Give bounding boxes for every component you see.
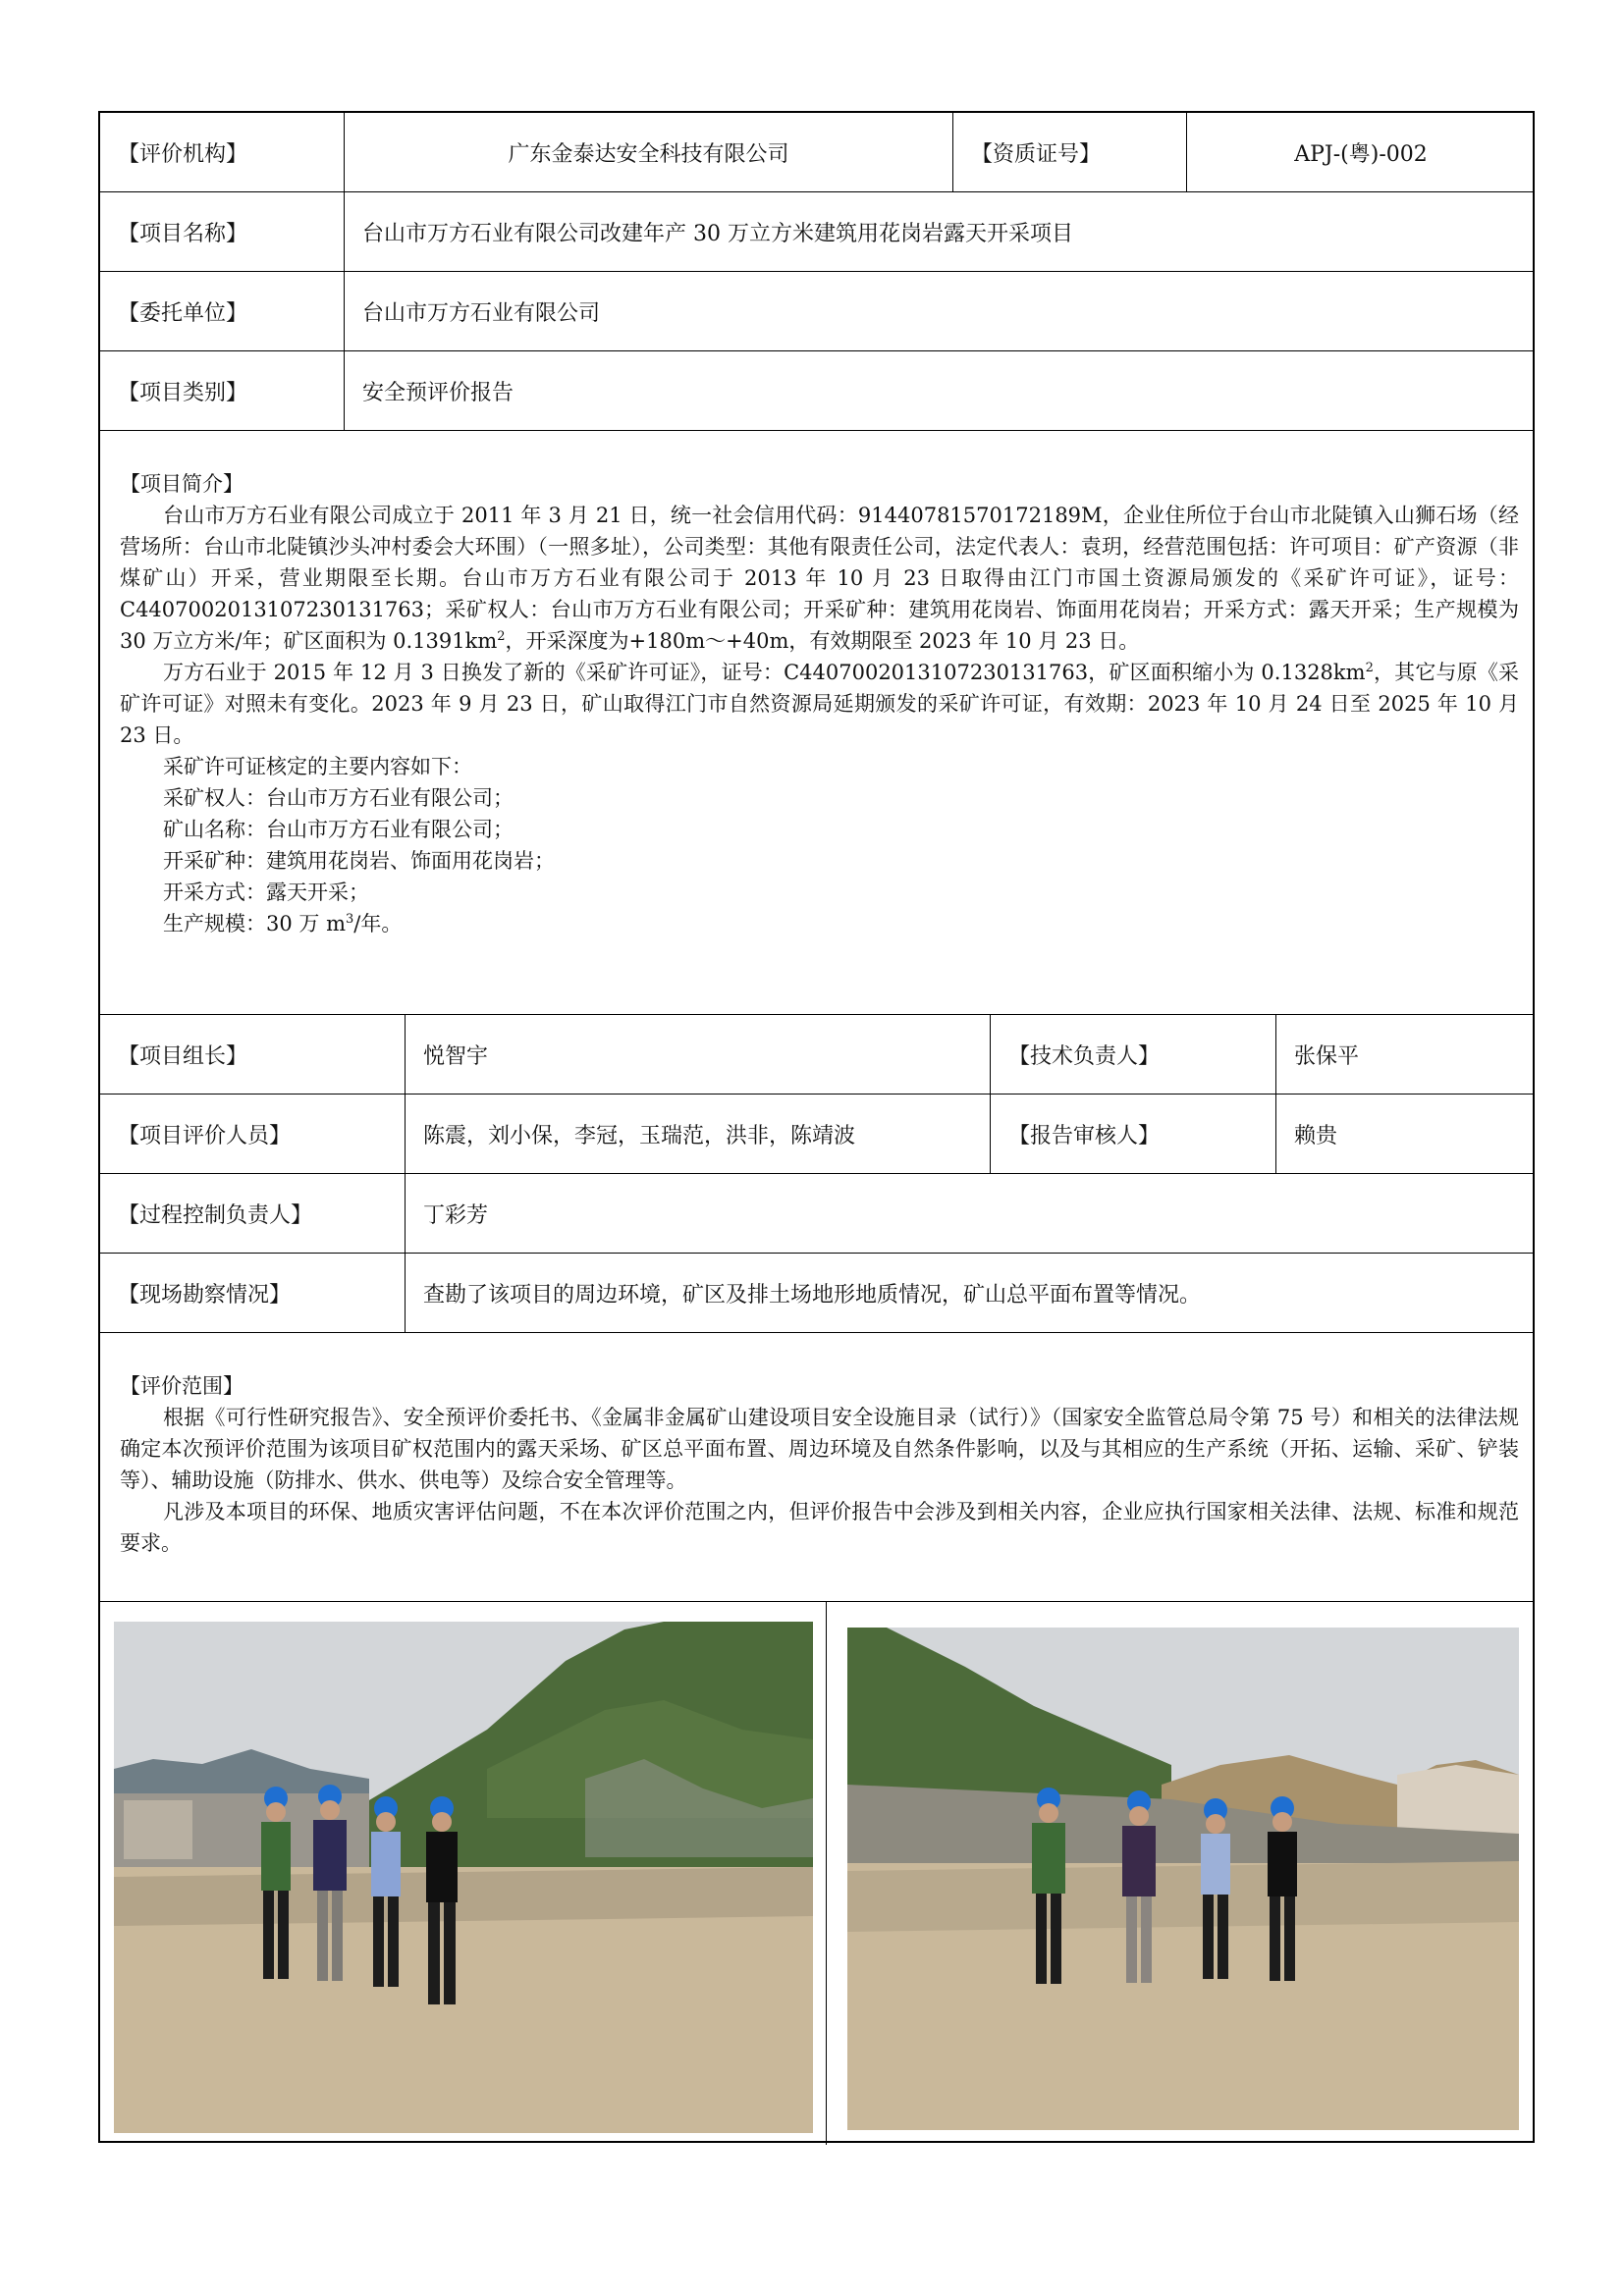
cert-label: 【资质证号】 [952,113,1186,191]
site-photo-right [847,1628,1519,2130]
row-leader [100,1015,1533,1095]
intro-item: 矿山名称：台山市万方石业有限公司； [163,818,514,841]
site-survey-value: 查勘了该项目的周边环境，矿区及排土场地形地质情况，矿山总平面布置等情况。 [405,1254,1533,1332]
intro-item-scale: 生产规模：30 万 $m^3/$年。 [163,912,403,935]
scope-paragraph-2: 凡涉及本项目的环保、地质灾害评估问题，不在本次评价范围之内，但评价报告中会涉及到相关内容，企业应执行国家相关法律、法规、标准和规范要求。 [120,1500,1519,1555]
site-survey-label: 【现场勘察情况】 [118,1282,292,1308]
photo-divider [826,1602,827,2145]
site-photos-section [100,1602,1533,2145]
evaluation-scope-section [100,1333,1533,1602]
intro-item: 采矿权人：台山市万方石业有限公司； [163,786,514,810]
leader-label: 【项目组长】 [118,1043,248,1069]
process-control-label: 【过程控制负责人】 [118,1202,313,1228]
project-name-label: 【项目名称】 [118,221,248,246]
intro-paragraph-1: 台山市万方石业有限公司成立于 2011 年 3 月 21 日，统一社会信用代码：91440781570172189M，企业住所位于台山市北陡镇入山狮石场（经营场所：台山市北陡镇沙头冲村委会大环围）（一照多址），公司类型：其他有限责任公司，法定代表人：袁玥，经营范围包括：许可项目：矿产资源（非煤矿山）开采，营业期限至长期。台山市万方石业有限公司于 2013 年 10 月 23 日取得由江门市国土资源局颁发的《采矿许可证》，证号：C4407002013107230131763；采矿权人：台山市万方石业有限公司；开采矿种：建筑用花岗岩、饰面用花岗岩；开采方式：露天开采；生产规模为 30 万立方米/年；矿区面积为 $0.1391km^2$，开采深度为+180m～+40m，有效期限至 2023 年 10 月 23 日。 [120,504,1519,653]
process-control-value: 丁彩芳 [405,1174,1533,1253]
intro-paragraph-2: 万方石业于 2015 年 12 月 3 日换发了新的《采矿许可证》，证号：C4407002013107230131763，矿区面积缩小为 $0.1328km^2$，其它与原《采矿许可证》对照未有变化。2023 年 9 月 23 日，矿山取得江门市自然资源局延期颁发的采矿许可证，有效期：2023 年 10 月 24 日至 2025 年 10 月 23 日。 [120,661,1520,747]
row-project-name [100,192,1533,272]
agency-value: 广东金泰达安全科技有限公司 [344,113,952,191]
members-value: 陈震，刘小保，李冠，玉瑞范，洪非，陈靖波 [405,1095,990,1173]
row-agency [100,113,1533,192]
client-value: 台山市万方石业有限公司 [344,272,1533,350]
reviewer-label: 【报告审核人】 [990,1095,1275,1173]
site-photo-left-image [114,1622,813,2133]
members-label: 【项目评价人员】 [118,1123,292,1148]
intro-item: 开采方式：露天开采； [163,881,369,904]
project-type-label: 【项目类别】 [118,380,248,405]
site-photo-left [114,1622,813,2133]
scope-text [120,1370,1519,1559]
project-intro-section [100,431,1533,1015]
site-photo-right-image [847,1628,1519,2130]
project-intro-text [120,468,1519,939]
agency-label: 【评价机构】 [118,141,248,167]
tech-lead-value: 张保平 [1275,1015,1533,1094]
leader-value: 悦智宇 [405,1015,990,1094]
row-project-type [100,351,1533,431]
scope-paragraph-1: 根据《可行性研究报告》、安全预评价委托书、《金属非金属矿山建设项目安全设施目录（试行）》（国家安全监管总局令第 75 号）和相关的法律法规确定本次预评价范围为该项目矿权范围内的露天采场、矿区总平面布置、周边环境及自然条件影响，以及与其相应的生产系统（开拓、运输、采矿、铲装等）、辅助设施（防排水、供水、供电等）及综合安全管理等。 [120,1406,1519,1492]
project-name-value: 台山市万方石业有限公司改建年产 30 万立方米建筑用花岗岩露天开采项目 [344,192,1533,271]
client-label: 【委托单位】 [118,300,248,326]
intro-item: 采矿许可证核定的主要内容如下： [163,755,472,778]
tech-lead-label: 【技术负责人】 [990,1015,1275,1094]
evaluation-info-sheet [98,111,1535,2143]
project-type-value: 安全预评价报告 [344,351,1533,430]
row-process-control [100,1174,1533,1254]
intro-heading: 【项目简介】 [120,472,244,496]
reviewer-value: 赖贵 [1275,1095,1533,1173]
cert-value: APJ-(粤)-002 [1186,113,1535,191]
row-client [100,272,1533,351]
row-site-survey [100,1254,1533,1333]
intro-item: 开采矿种：建筑用花岗岩、饰面用花岗岩； [163,849,555,873]
row-members [100,1095,1533,1174]
scope-heading: 【评价范围】 [120,1374,244,1398]
